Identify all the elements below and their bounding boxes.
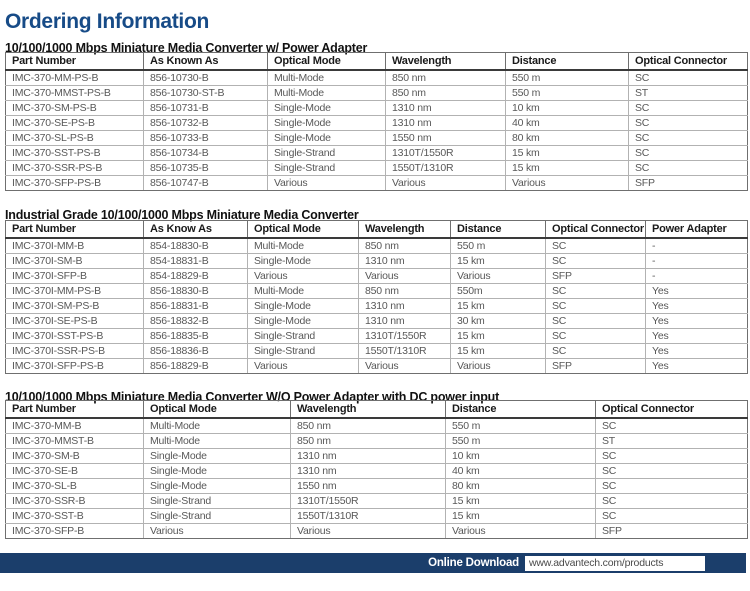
table-cell: Single-Mode <box>248 299 359 314</box>
table-cell: Single-Mode <box>144 449 291 464</box>
table-cell: 30 km <box>451 314 546 329</box>
table-row <box>6 464 748 479</box>
table-cell: 550 m <box>446 434 596 449</box>
table-cell: Single-Strand <box>144 509 291 524</box>
table-cell: Multi-Mode <box>144 418 291 434</box>
column-header: Wavelength <box>359 221 451 239</box>
table-row <box>6 161 748 176</box>
ordering-table-industrial-grade <box>5 220 748 374</box>
table-cell: 856-10732-B <box>144 116 268 131</box>
table-cell: SC <box>596 479 748 494</box>
table-cell: 1310T/1550R <box>359 329 451 344</box>
table-cell: - <box>646 269 748 284</box>
table-row <box>6 176 748 191</box>
table-row <box>6 314 748 329</box>
table-cell: 856-10731-B <box>144 101 268 116</box>
table-cell: SC <box>629 116 748 131</box>
table-cell: 1310 nm <box>359 254 451 269</box>
table-cell: SFP <box>546 359 646 374</box>
table-cell: 1550T/1310R <box>386 161 506 176</box>
table-cell: SC <box>596 464 748 479</box>
table-cell: IMC-370I-SFP-B <box>6 269 144 284</box>
table-cell: IMC-370-MMST-PS-B <box>6 86 144 101</box>
column-header: Optical Mode <box>248 221 359 239</box>
table-cell: SFP <box>596 524 748 539</box>
table-cell: - <box>646 238 748 254</box>
table-cell: 856-10735-B <box>144 161 268 176</box>
table-cell: Single-Mode <box>248 314 359 329</box>
table-cell: IMC-370-SFP-PS-B <box>6 176 144 191</box>
table-cell: 1310 nm <box>386 101 506 116</box>
table-cell: 854-18830-B <box>144 238 248 254</box>
table-cell: 80 km <box>506 131 629 146</box>
table-cell: SC <box>546 314 646 329</box>
table-cell: IMC-370I-SSR-PS-B <box>6 344 144 359</box>
table-cell: Yes <box>646 329 748 344</box>
table-cell: IMC-370I-SST-PS-B <box>6 329 144 344</box>
column-header: Power Adapter <box>646 221 748 239</box>
table-cell: 856-10730-ST-B <box>144 86 268 101</box>
table-cell: 40 km <box>506 116 629 131</box>
table-header-row <box>6 401 748 419</box>
table-cell: 1310 nm <box>359 299 451 314</box>
table-cell: 850 nm <box>359 284 451 299</box>
table-cell: Various <box>144 524 291 539</box>
section-heading-industrial-grade: Industrial Grade 10/100/1000 Mbps Miniature Media Converter <box>5 208 359 223</box>
table-cell: - <box>646 254 748 269</box>
table-cell: Various <box>359 269 451 284</box>
table-cell: Various <box>359 359 451 374</box>
table-cell: Single-Mode <box>248 254 359 269</box>
table-cell: IMC-370-SST-B <box>6 509 144 524</box>
table-cell: 1310 nm <box>386 116 506 131</box>
table-cell: IMC-370I-SM-PS-B <box>6 299 144 314</box>
table-cell: 1550 nm <box>386 131 506 146</box>
table-cell: IMC-370-SL-B <box>6 479 144 494</box>
table-cell: 15 km <box>446 494 596 509</box>
table-row <box>6 479 748 494</box>
table-cell: Single-Strand <box>268 161 386 176</box>
table-cell: Single-Strand <box>144 494 291 509</box>
section-heading-power-adapter: 10/100/1000 Mbps Miniature Media Converter w/ Power Adapter <box>5 41 368 56</box>
column-header: Optical Mode <box>268 53 386 71</box>
table-row <box>6 238 748 254</box>
table-cell: 550m <box>451 284 546 299</box>
column-header: Optical Connector <box>546 221 646 239</box>
table-cell: Various <box>446 524 596 539</box>
table-cell: Single-Strand <box>248 329 359 344</box>
column-header: Distance <box>451 221 546 239</box>
table-cell: Single-Mode <box>144 464 291 479</box>
footer-bar <box>0 553 746 573</box>
table-cell: 850 nm <box>386 70 506 86</box>
column-header: Optical Connector <box>596 401 748 419</box>
online-download-label: Online Download <box>428 557 519 569</box>
table-cell: 856-10734-B <box>144 146 268 161</box>
table-cell: 856-18832-B <box>144 314 248 329</box>
table-row <box>6 299 748 314</box>
table-cell: SC <box>596 509 748 524</box>
table-cell: 10 km <box>446 449 596 464</box>
table-row <box>6 101 748 116</box>
table-cell: 1550T/1310R <box>359 344 451 359</box>
table-cell: ST <box>629 86 748 101</box>
table-cell: 15 km <box>451 329 546 344</box>
table-row <box>6 254 748 269</box>
table-row <box>6 269 748 284</box>
table-cell: 550 m <box>446 418 596 434</box>
table-cell: IMC-370-MMST-B <box>6 434 144 449</box>
table-cell: SC <box>546 238 646 254</box>
table-row <box>6 434 748 449</box>
table-row <box>6 146 748 161</box>
table-cell: SC <box>596 418 748 434</box>
table-row <box>6 116 748 131</box>
column-header: Part Number <box>6 221 144 239</box>
table-cell: 856-18831-B <box>144 299 248 314</box>
table-cell: SC <box>546 299 646 314</box>
table-cell: IMC-370-SL-PS-B <box>6 131 144 146</box>
table-cell: 850 nm <box>359 238 451 254</box>
table-cell: Various <box>268 176 386 191</box>
table-row <box>6 284 748 299</box>
table-cell: IMC-370I-MM-PS-B <box>6 284 144 299</box>
table-cell: 856-10747-B <box>144 176 268 191</box>
table-cell: SC <box>546 284 646 299</box>
table-cell: 10 km <box>506 101 629 116</box>
table-cell: Multi-Mode <box>248 238 359 254</box>
table-cell: Various <box>248 269 359 284</box>
table-cell: Various <box>506 176 629 191</box>
table-cell: Single-Strand <box>248 344 359 359</box>
table-cell: IMC-370-SE-PS-B <box>6 116 144 131</box>
table-cell: 856-10730-B <box>144 70 268 86</box>
table-cell: Yes <box>646 314 748 329</box>
column-header: Wavelength <box>386 53 506 71</box>
table-cell: Multi-Mode <box>144 434 291 449</box>
table-row <box>6 449 748 464</box>
table-row <box>6 70 748 86</box>
table-cell: 854-18829-B <box>144 269 248 284</box>
table-row <box>6 359 748 374</box>
column-header: Distance <box>446 401 596 419</box>
ordering-table-wo-power-adapter <box>5 400 748 539</box>
table-cell: 1550T/1310R <box>291 509 446 524</box>
table-cell: Various <box>291 524 446 539</box>
table-cell: SC <box>629 161 748 176</box>
download-url-box <box>525 556 705 571</box>
table-cell: SFP <box>546 269 646 284</box>
table-cell: IMC-370-MM-B <box>6 418 144 434</box>
table-cell: Various <box>451 269 546 284</box>
table-cell: 1550 nm <box>291 479 446 494</box>
table-cell: 1310T/1550R <box>291 494 446 509</box>
table-cell: Single-Mode <box>268 116 386 131</box>
table-cell: IMC-370-SSR-PS-B <box>6 161 144 176</box>
table-cell: SC <box>629 146 748 161</box>
table-cell: 15 km <box>451 299 546 314</box>
table-cell: Multi-Mode <box>248 284 359 299</box>
table-cell: 850 nm <box>291 418 446 434</box>
table-cell: SC <box>629 70 748 86</box>
table-cell: 80 km <box>446 479 596 494</box>
table-cell: SC <box>546 329 646 344</box>
table-cell: 550 m <box>506 70 629 86</box>
table-cell: 1310 nm <box>359 314 451 329</box>
table-cell: SC <box>546 254 646 269</box>
table-row <box>6 509 748 524</box>
table-cell: Single-Mode <box>268 131 386 146</box>
table-cell: 850 nm <box>291 434 446 449</box>
table-cell: IMC-370-SST-PS-B <box>6 146 144 161</box>
table-cell: SC <box>596 494 748 509</box>
table-row <box>6 131 748 146</box>
page-title: Ordering Information <box>5 10 210 34</box>
table-cell: Various <box>248 359 359 374</box>
table-cell: IMC-370I-SM-B <box>6 254 144 269</box>
table-cell: SFP <box>629 176 748 191</box>
table-row <box>6 524 748 539</box>
table-cell: Single-Mode <box>144 479 291 494</box>
table-cell: SC <box>546 344 646 359</box>
table-cell: SC <box>596 449 748 464</box>
column-header: Distance <box>506 53 629 71</box>
table-cell: 15 km <box>506 146 629 161</box>
table-cell: 1310 nm <box>291 464 446 479</box>
table-cell: IMC-370I-MM-B <box>6 238 144 254</box>
table-cell: 1310 nm <box>291 449 446 464</box>
table-cell: Multi-Mode <box>268 86 386 101</box>
column-header: As Known As <box>144 53 268 71</box>
table-cell: IMC-370-SM-PS-B <box>6 101 144 116</box>
table-row <box>6 344 748 359</box>
table-cell: Yes <box>646 284 748 299</box>
table-cell: Yes <box>646 344 748 359</box>
table-cell: 40 km <box>446 464 596 479</box>
table-cell: 850 nm <box>386 86 506 101</box>
download-url: www.advantech.com/products <box>529 557 664 569</box>
table-cell: 15 km <box>451 344 546 359</box>
table-cell: 856-18830-B <box>144 284 248 299</box>
table-cell: 1310T/1550R <box>386 146 506 161</box>
table-cell: Yes <box>646 359 748 374</box>
table-cell: IMC-370-SE-B <box>6 464 144 479</box>
table-cell: IMC-370I-SFP-PS-B <box>6 359 144 374</box>
table-row <box>6 494 748 509</box>
table-cell: 15 km <box>506 161 629 176</box>
column-header: Wavelength <box>291 401 446 419</box>
column-header: As Know As <box>144 221 248 239</box>
table-row <box>6 418 748 434</box>
table-cell: Single-Strand <box>268 146 386 161</box>
table-cell: 856-10733-B <box>144 131 268 146</box>
table-cell: ST <box>596 434 748 449</box>
table-row <box>6 329 748 344</box>
table-cell: 550 m <box>506 86 629 101</box>
table-cell: 856-18835-B <box>144 329 248 344</box>
table-cell: Yes <box>646 299 748 314</box>
table-cell: SC <box>629 131 748 146</box>
table-row <box>6 86 748 101</box>
column-header: Part Number <box>6 401 144 419</box>
table-cell: 856-18829-B <box>144 359 248 374</box>
table-cell: IMC-370I-SE-PS-B <box>6 314 144 329</box>
table-header-row <box>6 53 748 71</box>
table-cell: 15 km <box>446 509 596 524</box>
table-cell: SC <box>629 101 748 116</box>
table-cell: Various <box>451 359 546 374</box>
table-cell: 856-18836-B <box>144 344 248 359</box>
ordering-table-power-adapter <box>5 52 748 191</box>
column-header: Optical Mode <box>144 401 291 419</box>
table-cell: 550 m <box>451 238 546 254</box>
table-cell: IMC-370-SFP-B <box>6 524 144 539</box>
table-cell: IMC-370-SSR-B <box>6 494 144 509</box>
table-cell: 15 km <box>451 254 546 269</box>
table-header-row <box>6 221 748 239</box>
table-cell: IMC-370-MM-PS-B <box>6 70 144 86</box>
table-cell: Various <box>386 176 506 191</box>
table-cell: 854-18831-B <box>144 254 248 269</box>
table-cell: IMC-370-SM-B <box>6 449 144 464</box>
column-header: Part Number <box>6 53 144 71</box>
section-heading-wo-power-adapter: 10/100/1000 Mbps Miniature Media Converter W/O Power Adapter with DC power input <box>5 390 500 405</box>
column-header: Optical Connector <box>629 53 748 71</box>
table-cell: Multi-Mode <box>268 70 386 86</box>
table-cell: Single-Mode <box>268 101 386 116</box>
